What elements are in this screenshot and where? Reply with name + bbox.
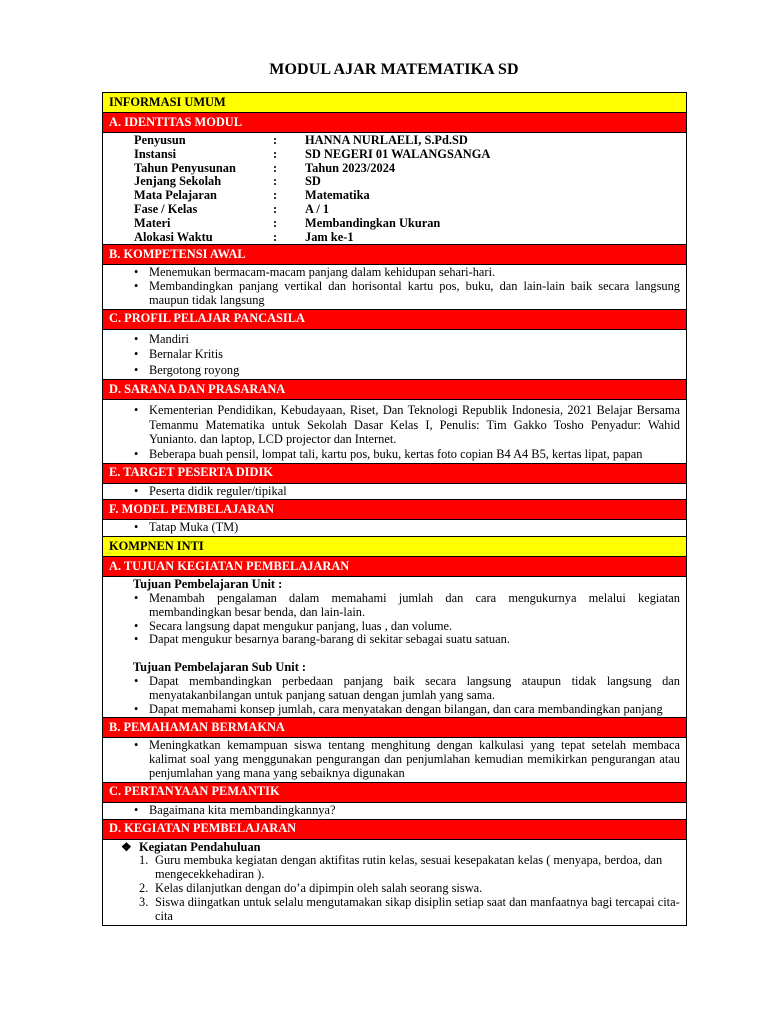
model-list-cell [103,520,687,537]
identitas-row: Mata Pelajaran : Matematika [134,188,370,203]
list-item: • Tatap Muka (TM) [103,521,680,535]
list-item: • Meningkatkan kemampuan siswa tentang menghitung dengan kalkulasi yang tepat setelah membaca kalimat soal yang menggunakan pengurangan dan penjumlahan kemudian memikirkan pengurangan atau penjumlahan yang mana yang sebaiknya digunakan [103,739,680,780]
kegiatan-title: Kegiatan Pendahuluan [139,839,261,854]
list-item: 3. Siswa diingatkan untuk selalu mengutamakan sikap disiplin setiap saat dan manfaatnya bagi tercapai cita-cita [139,894,680,923]
section-tujuan-kegiatan: A. TUJUAN KEGIATAN PEMBELAJARAN [103,557,687,577]
pemahaman-list-cell [103,738,687,782]
list-item: • Dapat membandingkan perbedaan panjang baik secara langsung ataupun tidak langsung dan menyatakanbilangan untuk panjang satuan dengan jumlah yang sama. [103,675,680,703]
section-profil-pelajar: C. PROFIL PELAJAR PANCASILA [103,309,687,329]
section-sarana-prasarana: D. SARANA DAN PRASARANA [103,380,687,400]
profil-list-cell [103,329,687,380]
section-informasi-umum: INFORMASI UMUM [103,93,687,113]
list-item: 1. Guru membuka kegiatan dengan aktifitas rutin kelas, sesuai kesepakatan kelas ( menyapa, berdoa, dan mengecekkehadiran ). [139,853,663,882]
section-model-pembelajaran: F. MODEL PEMBELAJARAN [103,500,687,520]
section-pertanyaan-pemantik: C. PERTANYAAN PEMANTIK [103,782,687,802]
identitas-row: Fase / Kelas : A / 1 [134,201,330,216]
identitas-list [103,133,687,245]
list-item: • Mandiri [103,332,680,348]
identitas-row: Tahun Penyusunan : Tahun 2023/2024 [134,160,396,175]
kompetensi-list-cell [103,265,687,309]
target-list-cell [103,483,687,500]
list-item: • Beberapa buah pensil, lompat tali, kartu pos, buku, kertas foto copian B4 A4 B5, kertas lipat, papan [103,447,680,462]
document-title: MODUL AJAR MATEMATIKA SD [269,61,519,78]
diamond-bullet-icon: ❖ [121,839,132,854]
list-item: • Bernalar Kritis [103,347,680,363]
list-item: • Membandingkan panjang vertikal dan horisontal kartu pos, buku, dan lain-lain baik secara langsung maupun tidak langsung [103,280,680,308]
kegiatan-cell [103,839,687,926]
list-item: • Kementerian Pendidikan, Kebudayaan, Riset, Dan Teknologi Republik Indonesia, 2021 Belajar Bersama Temanmu Matematika untuk Sekolah Dasar Kelas I, Penulis: Tim Gakko Tosho Penyadur: Wahid Yunianto. dan laptop, LCD projector dan Internet. [103,403,680,447]
tujuan-subunit-heading: Tujuan Pembelajaran Sub Unit : [133,660,307,675]
list-item: • Dapat memahami konsep jumlah, cara menyatakan dengan bilangan, dan cara membandingkan panjang [103,703,680,717]
section-komponen-inti: KOMPNEN INTI [103,537,687,557]
list-item: • Menemukan bermacam-macam panjang dalam kehidupan sehari-hari. [103,266,680,280]
identitas-row: Jenjang Sekolah : SD [134,174,321,189]
section-kegiatan-pembelajaran: D. KEGIATAN PEMBELAJARAN [103,819,687,839]
pertanyaan-list-cell [103,802,687,819]
list-item: • Menambah pengalaman dalam memahami jumlah dan cara mengukurnya melalui kegiatan membandingkan besar benda, dan lain-lain. [103,592,680,620]
tujuan-cell [103,577,687,718]
list-item: • Bergotong royong [103,363,680,379]
tujuan-unit-heading: Tujuan Pembelajaran Unit : [133,577,283,592]
identitas-row: Penyusun : HANNA NURLAELI, S.Pd.SD [134,133,468,147]
module-table [102,92,687,926]
section-pemahaman-bermakna: B. PEMAHAMAN BERMAKNA [103,718,687,738]
section-target-peserta: E. TARGET PESERTA DIDIK [103,463,687,483]
identitas-row: Materi : Membandingkan Ukuran [134,215,441,230]
list-item: • Dapat mengukur besarnya barang-barang di sekitar sebagai suatu satuan. [103,633,680,647]
list-item: 2. Kelas dilanjutkan dengan do’a dipimpin oleh salah seorang siswa. [139,880,483,895]
list-item: • Peserta didik reguler/tipikal [103,485,680,499]
identitas-row: Alokasi Waktu : Jam ke-1 [134,229,354,244]
identitas-row: Instansi : SD NEGERI 01 WALANGSANGA [134,146,491,161]
list-item: • Secara langsung dapat mengukur panjang, luas , dan volume. [103,620,680,634]
sarana-list-cell [103,400,687,463]
list-item: • Bagaimana kita membandingkannya? [103,804,680,818]
kegiatan-heading [103,840,686,855]
section-identitas-modul: A. IDENTITAS MODUL [103,113,687,133]
section-kompetensi-awal: B. KOMPETENSI AWAL [103,245,687,265]
